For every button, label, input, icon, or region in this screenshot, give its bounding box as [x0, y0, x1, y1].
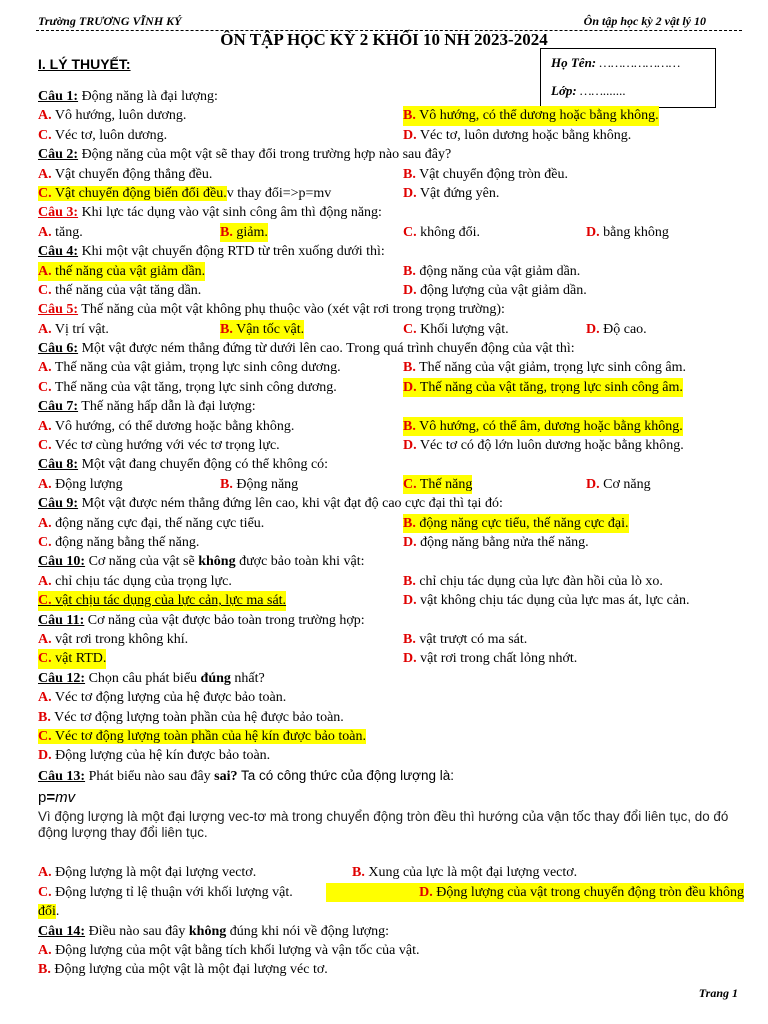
correct-answer: B. động năng cực tiểu, thế năng cực đại. — [403, 514, 629, 533]
answers-13b: C. Động lượng tỉ lệ thuận với khối lượng vật. D. Động lượng của vật trong chuyển động tròn đều không — [38, 883, 744, 902]
answers-2b: C. Vật chuyển động biến đổi đều.v thay đổi=>p=mv D. Vật đứng yên. — [38, 185, 500, 201]
question-10: Câu 10: Cơ năng của vật sẽ không được bảo toàn khi vật: — [38, 554, 365, 570]
answer-12b: B. Véc tơ động lượng toàn phần của hệ được bảo toàn. — [38, 709, 344, 725]
correct-answer: A. thế năng của vật giảm dần. — [38, 262, 205, 281]
answers-4b: C. thế năng của vật tăng dần. D. động lượng của vật giảm dần. — [38, 282, 587, 298]
answers-9a: A. động năng cực đại, thế năng cực tiểu. B. động năng cực tiểu, thế năng cực đại. — [38, 514, 744, 533]
question-13: Câu 13: Phát biểu nào sau đây sai? Ta có công thức của động lượng là: — [38, 767, 455, 784]
question-12: Câu 12: Chọn câu phát biểu đúng nhất? — [38, 670, 265, 686]
question-4: Câu 4: Khi một vật chuyển động RTD từ trên xuống dưới thì: — [38, 244, 385, 260]
question-11: Câu 11: Cơ năng của vật được bảo toàn trong trường hợp: — [38, 612, 365, 628]
school-name: Trường TRƯƠNG VĨNH KÝ — [38, 14, 182, 28]
question-14: Câu 14: Điều nào sau đây không đúng khi nói về động lượng: — [38, 923, 389, 939]
answers-11b: C. vật RTD. D. vật rơi trong chất lỏng nhớt. — [38, 649, 744, 668]
answer-14a: A. Động lượng của một vật bằng tích khối lượng và vận tốc của vật. — [38, 943, 420, 959]
answers-11a: A. vật rơi trong không khí. B. vật trượt có ma sát. — [38, 631, 528, 647]
answer-12a: A. Véc tơ động lượng của hệ được bảo toàn. — [38, 690, 287, 706]
correct-answer: C. Véc tơ động lượng toàn phần của hệ kín được bảo toàn. — [38, 728, 366, 744]
answers-2a: A. Vật chuyển động thẳng đều. B. Vật chuyển động tròn đều. — [38, 166, 569, 182]
answers-10b: C. vật chịu tác dụng của lực cản, lực ma sát. D. vật không chịu tác dụng của lực mas át, lực cản. — [38, 591, 744, 610]
page-title: ÔN TẬP HỌC KỲ 2 KHỐI 10 NH 2023-2024 — [220, 30, 548, 49]
answers-9b: C. động năng bằng thế năng. D. động năng bằng nửa thế năng. — [38, 534, 589, 550]
subject-header: Ôn tập học kỳ 2 vật lý 10 — [583, 14, 706, 28]
answers-8: A. Động lượng B. Động năng C. Thế năng D. Cơ năng — [38, 475, 744, 494]
answers-7a: A. Vô hướng, có thể dương hoặc bằng không. B. Vô hướng, có thể âm, dương hoặc bằng không. — [38, 417, 744, 436]
question-9: Câu 9: Một vật được ném thẳng đứng lên cao, khi vật đạt độ cao cực đại thì tại đó: — [38, 496, 503, 512]
answers-3: A. tăng. B. giảm. C. không đổi. D. bằng không — [38, 223, 744, 242]
question-3: Câu 3: Khi lực tác dụng vào vật sinh công âm thì động năng: — [38, 205, 382, 221]
answers-13c: đổi. — [38, 904, 60, 920]
momentum-formula: p=mv — [38, 789, 76, 807]
explanation-note: Vì động lượng là một đại lượng vec-tơ mà trong chuyển động tròn đều thì hướng của vận tốc thay đổi liên tục, do đó động lượng thay đổi liên tục. — [38, 809, 729, 841]
correct-answer: B. Vô hướng, có thể dương hoặc bằng không. — [403, 106, 659, 125]
question-5: Câu 5: Thế năng của một vật không phụ thuộc vào (xét vật rơi trong trọng trường): — [38, 302, 505, 318]
answer-14b: B. Động lượng của một vật là một đại lượng véc tơ. — [38, 962, 328, 978]
answers-10a: A. chỉ chịu tác dụng của trọng lực. B. chỉ chịu tác dụng của lực đàn hồi của lò xo. — [38, 573, 663, 589]
correct-answer: C. vật chịu tác dụng của lực cản, lực ma sát. — [38, 591, 286, 610]
question-8: Câu 8: Một vật đang chuyển động có thể không có: — [38, 457, 329, 473]
correct-answer: C. Vật chuyển động biến đổi đều. — [38, 185, 227, 201]
section-heading: I. LÝ THUYẾT: — [38, 56, 131, 72]
correct-answer: D. Thế năng của vật tăng, trọng lực sinh công âm. — [403, 378, 683, 397]
answers-13a: A. Động lượng là một đại lượng vectơ. B. Xung của lực là một đại lượng vectơ. — [38, 865, 578, 881]
question-list — [38, 87, 744, 980]
answers-5: A. Vị trí vật. B. Vận tốc vật. C. Khối lượng vật. D. Độ cao. — [38, 320, 744, 339]
answers-1a: A. Vô hướng, luôn dương. B. Vô hướng, có thể dương hoặc bằng không. — [38, 106, 744, 125]
correct-answer: D. Động lượng của vật trong chuyển động tròn đều không — [326, 883, 744, 902]
correct-answer: B. Vô hướng, có thể âm, dương hoặc bằng không. — [403, 417, 683, 436]
answer-12c — [38, 727, 744, 746]
answers-4a: A. thế năng của vật giảm dần. B. động năng của vật giảm dần. — [38, 262, 744, 281]
page-number: Trang 1 — [698, 986, 738, 1000]
correct-answer: C. Thế năng — [403, 475, 472, 494]
answers-6a: A. Thế năng của vật giảm, trọng lực sinh công dương. B. Thế năng của vật giảm, trọng lực sinh công âm. — [38, 360, 686, 376]
answers-6b: C. Thế năng của vật tăng, trọng lực sinh công dương. D. Thế năng của vật tăng, trọng lực sinh công âm. — [38, 378, 744, 397]
name-field[interactable]: Họ Tên: ………………… — [551, 55, 681, 70]
question-6: Câu 6: Một vật được ném thẳng đứng từ dưới lên cao. Trong quá trình chuyển động của vật thì: — [38, 341, 575, 357]
answers-1b: C. Véc tơ, luôn dương. D. Véc tơ, luôn dương hoặc bằng không. — [38, 127, 632, 143]
question-7: Câu 7: Thế năng hấp dẫn là đại lượng: — [38, 399, 256, 415]
answer-12d: D. Động lượng của hệ kín được bảo toàn. — [38, 748, 271, 764]
correct-answer: B. giảm. — [220, 223, 268, 242]
correct-answer: C. vật RTD. — [38, 649, 106, 668]
class-field[interactable]: Lớp: ……....... — [551, 83, 626, 98]
answers-7b: C. Véc tơ cùng hướng với véc tơ trọng lực. D. Véc tơ có độ lớn luôn dương hoặc bằng không. — [38, 438, 684, 454]
question-1: Câu 1: Động năng là đại lượng: — [38, 89, 218, 104]
question-2: Câu 2: Động năng của một vật sẽ thay đổi trong trường hợp nào sau đây? — [38, 147, 452, 163]
correct-answer: B. Vận tốc vật. — [220, 320, 304, 339]
